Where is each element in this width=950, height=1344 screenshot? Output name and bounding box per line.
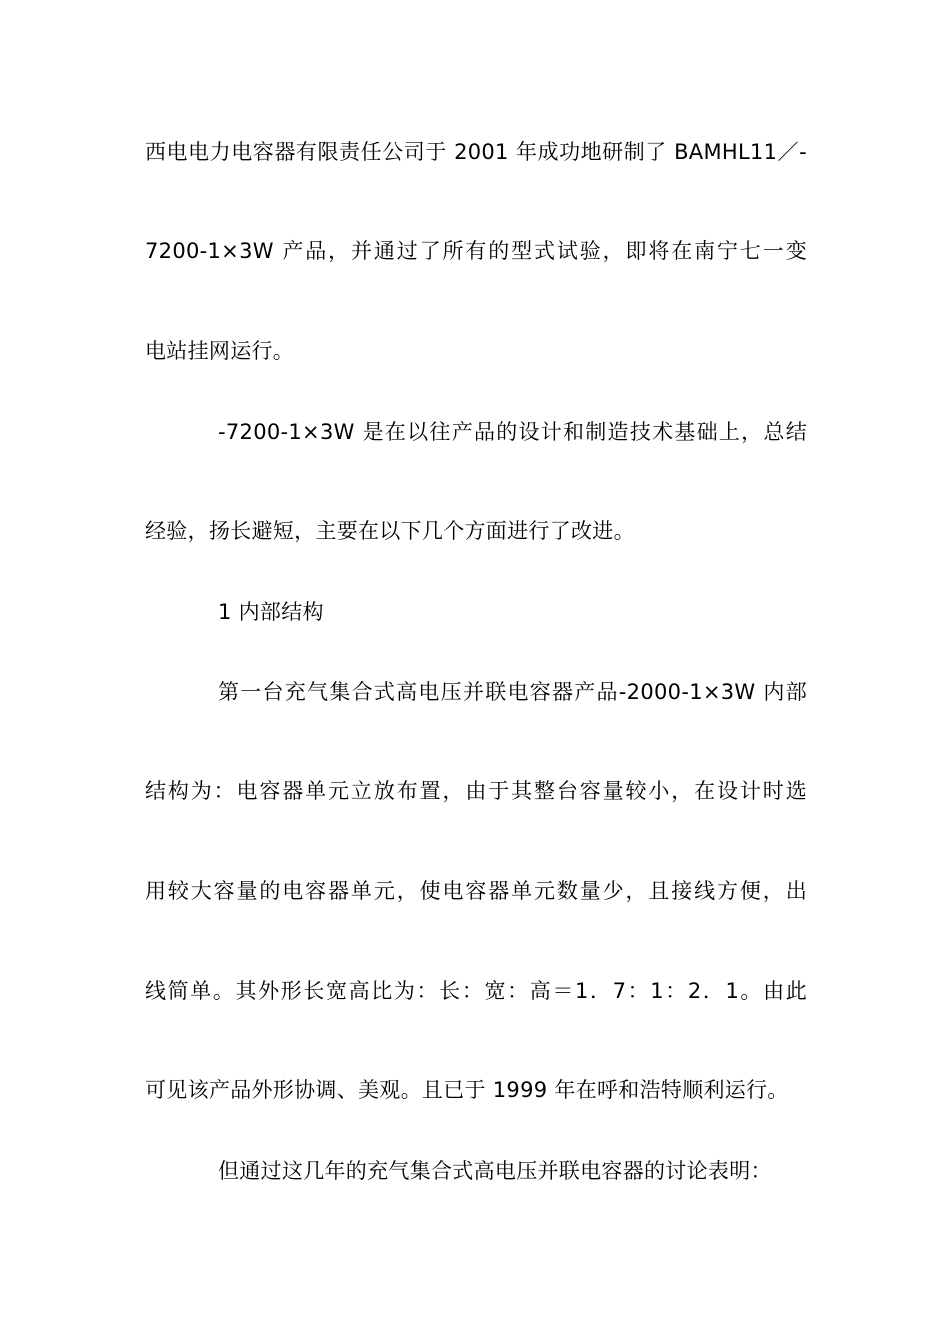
paragraph-line: 线简单。其外形长宽高比为：长：宽：高＝1．7：1：2．1。由此 [145,979,807,1003]
paragraph-line: 7200-1×3W 产品，并通过了所有的型式试验，即将在南宁七一变 [145,239,807,263]
paragraph-line: 可见该产品外形协调、美观。且已于 1999 年在呼和浩特顺利运行。 [145,1078,789,1102]
paragraph-line: 但通过这几年的充气集合式高电压并联电容器的讨论表明： [218,1159,772,1183]
section-heading: 1 内部结构 [218,600,324,624]
paragraph-line: 第一台充气集合式高电压并联电容器产品-2000-1×3W 内部 [218,680,807,704]
paragraph-line: 西电电力电容器有限责任公司于 2001 年成功地研制了 BAMHL11／- [145,140,807,164]
paragraph-line: 经验，扬长避短，主要在以下几个方面进行了改进。 [145,519,635,543]
paragraph-line: -7200-1×3W 是在以往产品的设计和制造技术基础上，总结 [218,420,807,444]
paragraph-line: 用较大容量的电容器单元，使电容器单元数量少，且接线方便，出 [145,879,807,903]
paragraph-line: 电站挂网运行。 [145,339,295,363]
paragraph-line: 结构为：电容器单元立放布置，由于其整台容量较小，在设计时选 [145,779,807,803]
